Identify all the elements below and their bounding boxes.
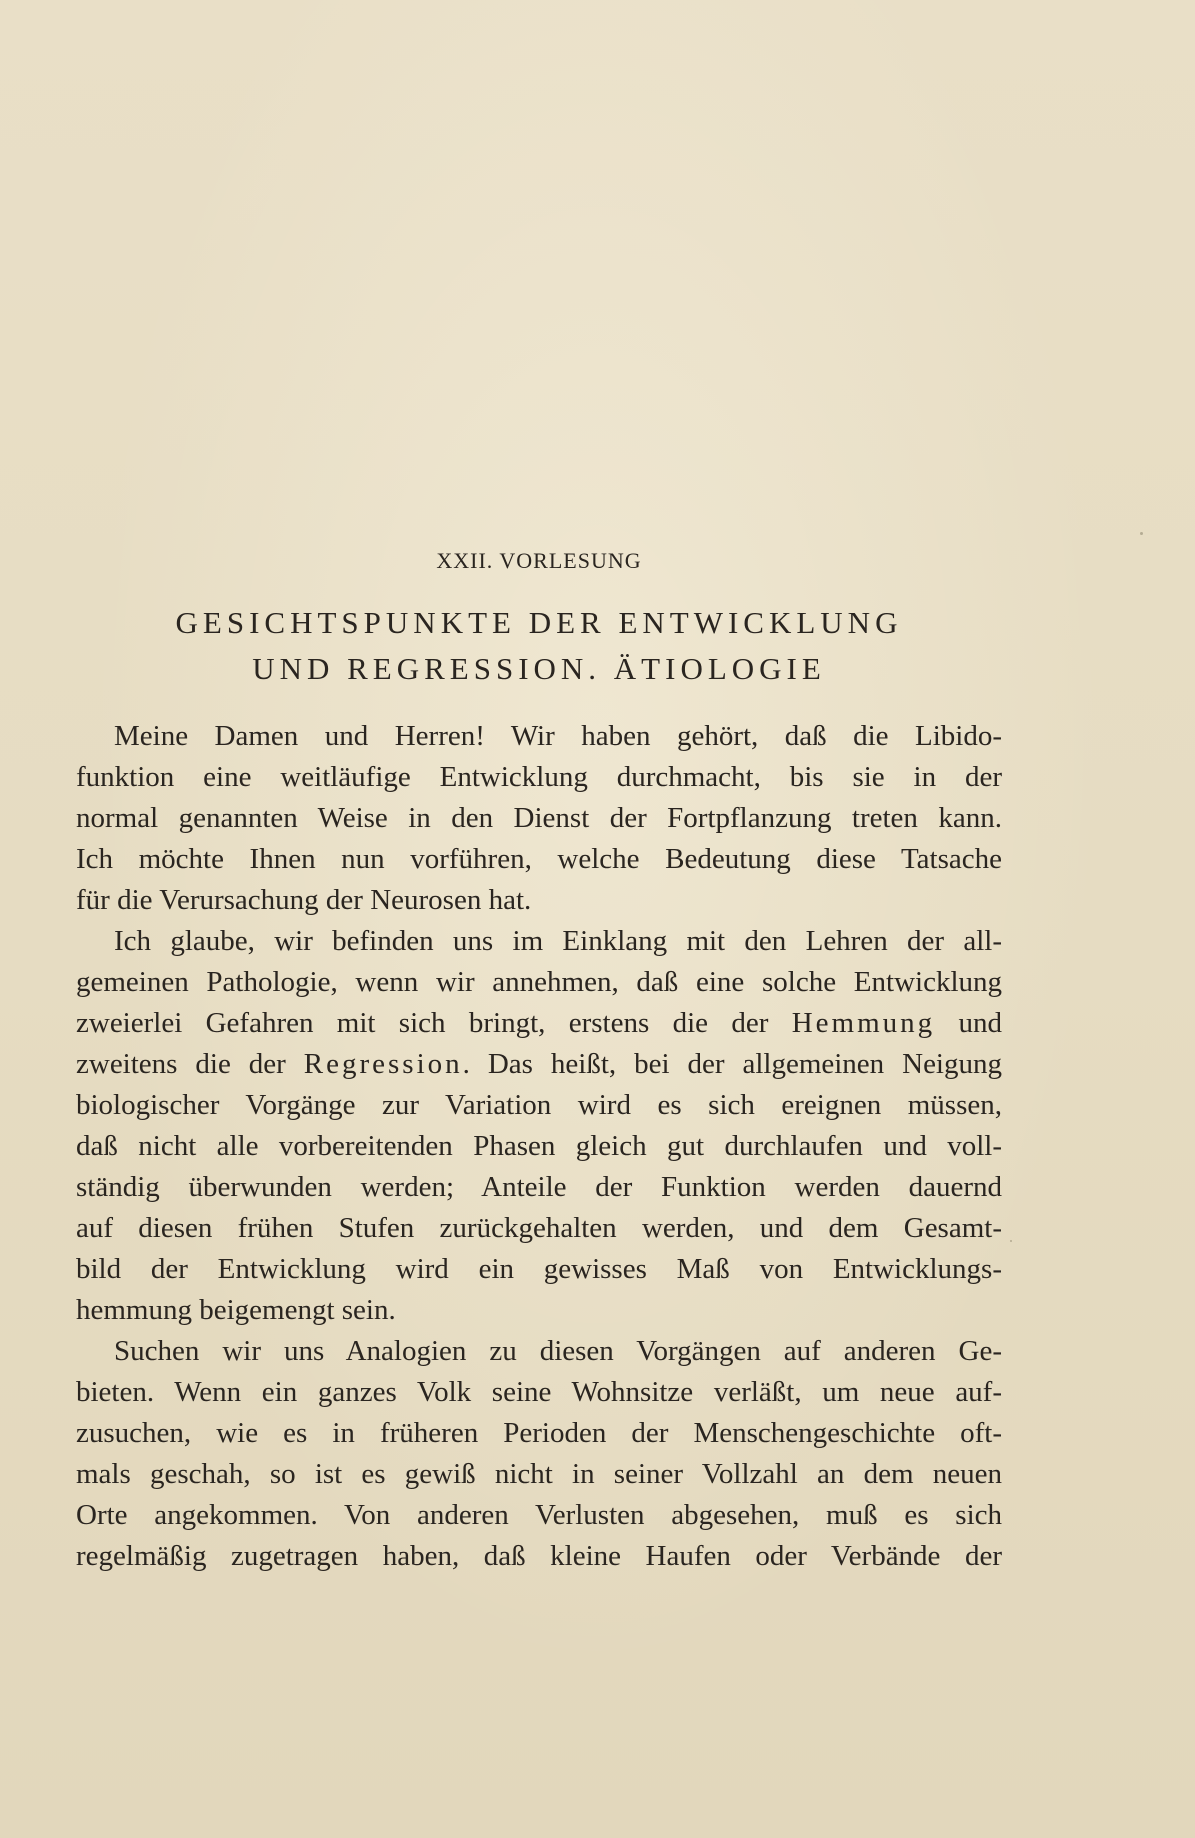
text-line: gemeinen Pathologie, wenn wir annehmen, daß eine solche Entwicklung [76, 966, 1002, 998]
text-line: zusuchen, wie es in früheren Perioden der Menschengeschichte oft- [76, 1417, 1002, 1449]
text-line: bieten. Wenn ein ganzes Volk seine Wohnsitze verläßt, um neue auf- [76, 1376, 1002, 1408]
text-line [76, 1003, 1002, 1044]
text-line: biologischer Vorgänge zur Variation wird es sich ereignen müssen, [76, 1089, 1002, 1121]
paper-speck [1140, 532, 1143, 535]
emphasized-term-regression: Regression [303, 1048, 463, 1080]
paragraph-2 [76, 921, 1002, 1331]
text-line: Ich glaube, wir befinden uns im Einklang mit den Lehren der all- [114, 925, 1002, 957]
text-line: Ich möchte Ihnen nun vorführen, welche Bedeutung diese Tatsache [76, 843, 1002, 875]
text-line: normal genannten Weise in den Dienst der Fortpflanzung treten kann. [76, 802, 1002, 834]
text-line: Orte angekommen. Von anderen Verlusten abgesehen, muß es sich [76, 1499, 1002, 1531]
text-block [76, 548, 1002, 1577]
text-line: daß nicht alle vorbereitenden Phasen gleich gut durchlaufen und voll- [76, 1130, 1002, 1162]
text-line: Suchen wir uns Analogien zu diesen Vorgängen auf anderen Ge- [114, 1335, 1002, 1367]
text-line: mals geschah, so ist es gewiß nicht in seiner Vollzahl an dem neuen [76, 1458, 1002, 1490]
text-run: zweitens die der [76, 1048, 304, 1080]
text-run: zweierlei Gefahren mit sich bringt, erstens die der [76, 1007, 792, 1039]
paragraph-1 [76, 716, 1002, 921]
text-line: regelmäßig zugetragen haben, daß kleine Haufen oder Verbände der [76, 1540, 1002, 1572]
text-line: ständig überwunden werden; Anteile der Funktion werden dauernd [76, 1171, 1002, 1203]
text-line: Meine Damen und Herren! Wir haben gehört, daß die Libido- [114, 720, 1002, 752]
lecture-number: XXII. VORLESUNG [436, 548, 642, 573]
text-line: auf diesen frühen Stufen zurückgehalten werden, und dem Gesamt- [76, 1212, 1002, 1244]
paragraph-3 [76, 1331, 1002, 1577]
chapter-title-line-1: GESICHTSPUNKTE DER ENTWICKLUNG [175, 605, 903, 640]
text-line: hemmung beigemengt sein. [76, 1294, 396, 1326]
text-line: funktion eine weitläufige Entwicklung durchmacht, bis sie in der [76, 761, 1002, 793]
paper-speck [1010, 1240, 1012, 1242]
text-line [76, 1044, 1002, 1085]
text-line: für die Verursachung der Neurosen hat. [76, 884, 532, 916]
chapter-title-line-2: UND REGRESSION. ÄTIOLOGIE [252, 651, 826, 686]
text-run: . Das heißt, bei der allgemeinen Neigung [462, 1048, 1002, 1080]
emphasized-term-hemmung: Hemmung [791, 1007, 936, 1039]
text-run: und [935, 1007, 1002, 1039]
text-line: bild der Entwicklung wird ein gewisses Maß von Entwicklungs- [76, 1253, 1002, 1285]
